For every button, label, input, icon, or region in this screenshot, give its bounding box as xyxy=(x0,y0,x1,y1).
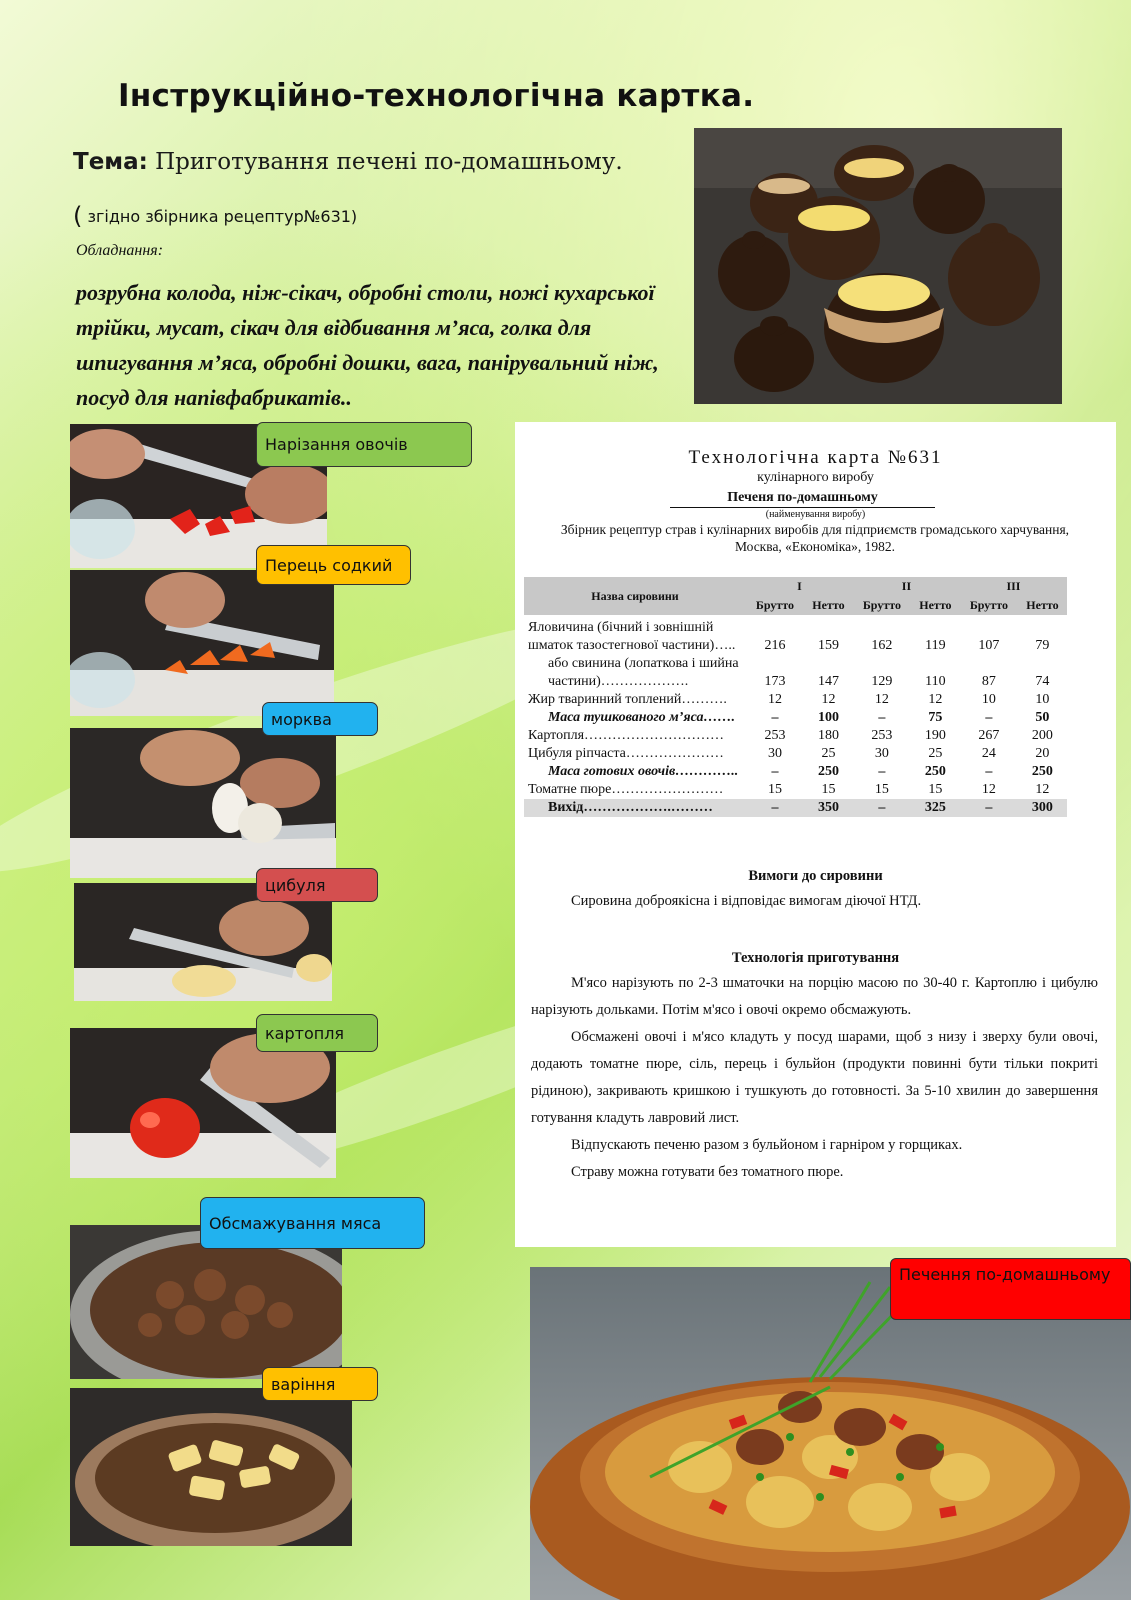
col-header-brutto: Брутто xyxy=(853,596,911,615)
cell: 190 xyxy=(924,728,946,743)
step-label-frying-meat xyxy=(200,1197,425,1249)
step-label-text: цибуля xyxy=(265,875,326,895)
cell: 74 xyxy=(1035,674,1050,689)
cell: 12 xyxy=(874,692,889,707)
cell: 110 xyxy=(925,674,946,689)
row-name: Томатне пюре…………………… xyxy=(528,782,724,797)
step-label-text: Обсмажування мяса xyxy=(209,1213,382,1233)
table-row xyxy=(524,727,1067,745)
col-header-group: II xyxy=(853,577,960,596)
col-header-netto: Нетто xyxy=(804,596,853,615)
card-book-line: Збірник рецептур страв і кулінарних виробів для підприємств громадського харчування, xyxy=(560,522,1070,537)
cell: 10 xyxy=(1035,692,1050,707)
table-row xyxy=(524,615,1067,655)
cell: 162 xyxy=(871,638,893,653)
step-label-text: картопля xyxy=(265,1023,345,1043)
cell: 253 xyxy=(764,728,786,743)
step-label-text: морква xyxy=(271,709,332,729)
cell: 250 xyxy=(1031,764,1053,779)
cell: 30 xyxy=(767,746,782,761)
col-header-netto: Нетто xyxy=(911,596,960,615)
cell: – xyxy=(985,710,993,725)
clay-pots-photo xyxy=(694,128,1062,404)
requirements-text xyxy=(531,888,1098,915)
source-text: згідно збірника рецептур№631) xyxy=(82,207,358,226)
cell: 216 xyxy=(764,638,786,653)
topic-value: Приготування печені по-домашньому. xyxy=(147,149,623,175)
topic-label: Тема: xyxy=(73,149,148,175)
cell: 107 xyxy=(978,638,1000,653)
card-title: Технологічна карта №631 xyxy=(688,447,943,468)
cell: – xyxy=(985,764,993,779)
technology-paragraph: Обсмажені овочі і м'ясо кладуть у посуд шарами, щоб з низу і зверху були овочі, додають томатне пюре, сіль, перець і бульйон (продукти повинні бути тільки покриті рідиною), закривають кришкою і тушкують до готовності. За 5-10 хвилин до завершення готування кладуть лавровий лист. xyxy=(531,1029,1098,1126)
col-header-name: Назва сировини xyxy=(524,577,746,615)
col-header-netto: Нетто xyxy=(1018,596,1067,615)
cell: – xyxy=(746,799,804,817)
cell: 200 xyxy=(1031,728,1053,743)
cell: – xyxy=(878,764,886,779)
cell: 15 xyxy=(874,782,889,797)
step-label-onion xyxy=(256,868,378,902)
cell: 267 xyxy=(978,728,1000,743)
recipe-source xyxy=(73,202,357,230)
step-label-text: Нарізання овочів xyxy=(265,435,408,454)
cell: 30 xyxy=(874,746,889,761)
row-name: Маса тушкованого м’яса……. xyxy=(548,710,735,725)
cell: 250 xyxy=(924,764,946,779)
requirements-paragraph: Сировина доброякісна і відповідає вимогам діючої НТД. xyxy=(571,893,922,909)
topic-line xyxy=(73,148,623,175)
card-dish-name: Печеня по-домашньому xyxy=(670,490,935,508)
step-label-cutting-vegetables xyxy=(256,422,472,467)
col-header-brutto: Брутто xyxy=(960,596,1018,615)
col-header-brutto: Брутто xyxy=(746,596,804,615)
row-name: або свинина (лопаткова і шийна частини)………………. xyxy=(548,656,739,689)
cell: 180 xyxy=(817,728,839,743)
card-source-book xyxy=(535,521,1095,555)
cell: 12 xyxy=(821,692,836,707)
cell: 20 xyxy=(1035,746,1050,761)
cutting-onion-photo xyxy=(70,728,336,878)
cell: 250 xyxy=(817,764,839,779)
step-label-potato xyxy=(256,1014,378,1052)
page-title: Інструкційно-технологічна картка. xyxy=(118,78,755,114)
final-dish-label xyxy=(890,1258,1131,1320)
card-subtitle: кулінарного виробу xyxy=(757,470,874,485)
technology-paragraph: М'ясо нарізують по 2-3 шматочки на порцію масою по 30-40 г. Картоплю і цибулю нарізують дольками. Потім м'ясо і овочі окремо обсмажують. xyxy=(531,975,1098,1018)
recipe-table xyxy=(524,577,1067,817)
table-row xyxy=(524,691,1067,709)
card-dish-note: (найменування виробу) xyxy=(765,509,866,520)
cell: 129 xyxy=(871,674,893,689)
cell: 50 xyxy=(1035,710,1050,725)
table-row xyxy=(524,745,1067,763)
step-label-text: варіння xyxy=(271,1374,336,1394)
final-dish-label-text: Печення по-домашньому xyxy=(899,1265,1111,1284)
table-row xyxy=(524,709,1067,727)
cell: 350 xyxy=(804,799,853,817)
cell: – xyxy=(771,764,779,779)
cell: 15 xyxy=(767,782,782,797)
technology-title: Технологія приготування xyxy=(731,950,900,966)
cell: 75 xyxy=(928,710,943,725)
step-label-boiling xyxy=(262,1367,378,1401)
cell: 173 xyxy=(764,674,786,689)
technological-card xyxy=(515,422,1116,1247)
cell: 12 xyxy=(981,782,996,797)
technology-paragraph: Страву можна готувати без томатного пюре. xyxy=(571,1164,844,1180)
step-label-carrot xyxy=(262,702,378,736)
row-name: Картопля………………………… xyxy=(528,728,725,743)
cell: 300 xyxy=(1018,799,1067,817)
cell: – xyxy=(771,710,779,725)
table-row xyxy=(524,655,1067,691)
cell: 253 xyxy=(871,728,893,743)
cutting-carrot-photo xyxy=(70,570,334,716)
row-name: Маса готових овочів………….. xyxy=(548,764,739,779)
row-name: Жир тваринний топлений………. xyxy=(528,692,727,707)
row-name: Цибуля ріпчаста………………… xyxy=(528,746,724,761)
cell: – xyxy=(853,799,911,817)
cell: 79 xyxy=(1035,638,1050,653)
table-row xyxy=(524,763,1067,781)
cell: – xyxy=(878,710,886,725)
cell: 25 xyxy=(928,746,943,761)
cell: – xyxy=(960,799,1018,817)
cell: 12 xyxy=(1035,782,1050,797)
cell: 100 xyxy=(817,710,839,725)
cell: 25 xyxy=(821,746,836,761)
card-book-line: Москва, «Економіка», 1982. xyxy=(734,539,896,554)
boiling-photo xyxy=(70,1388,352,1546)
col-header-group: I xyxy=(746,577,853,596)
row-name: Яловичина (бічний і зовнішній шматок тазостегнової частини)….. xyxy=(528,620,736,653)
technology-paragraph: Відпускають печеню разом з бульйоном і гарніром у горщиках. xyxy=(571,1137,963,1153)
technology-text xyxy=(531,970,1098,1186)
cell: 10 xyxy=(981,692,996,707)
step-label-text: Перець содкий xyxy=(265,555,393,575)
table-row-output xyxy=(524,799,1067,817)
requirements-title: Вимоги до сировини xyxy=(748,868,883,884)
step-label-sweet-pepper xyxy=(256,545,411,585)
cell: 159 xyxy=(817,638,839,653)
cell: 12 xyxy=(767,692,782,707)
cell: 24 xyxy=(981,746,996,761)
cell: 87 xyxy=(981,674,996,689)
cell: 15 xyxy=(821,782,836,797)
source-paren: ( xyxy=(73,202,83,230)
row-name: Вихід……………….……… xyxy=(524,799,746,817)
col-header-group: III xyxy=(960,577,1067,596)
cell: 119 xyxy=(925,638,946,653)
equipment-label: Обладнання: xyxy=(76,242,164,259)
cell: 15 xyxy=(928,782,943,797)
equipment-text: розрубна колода, ніж-сікач, обробні столи, ножі кухарської трійки, мусат, сікач для відбивання м’яса, голка для шпигування м’яса, обробні дошки, вага, панірувальний ніж, посуд для напівфабрикатів.. xyxy=(76,280,659,410)
table-row xyxy=(524,781,1067,799)
cell: 147 xyxy=(817,674,839,689)
cell: 12 xyxy=(928,692,943,707)
cell: 325 xyxy=(911,799,960,817)
